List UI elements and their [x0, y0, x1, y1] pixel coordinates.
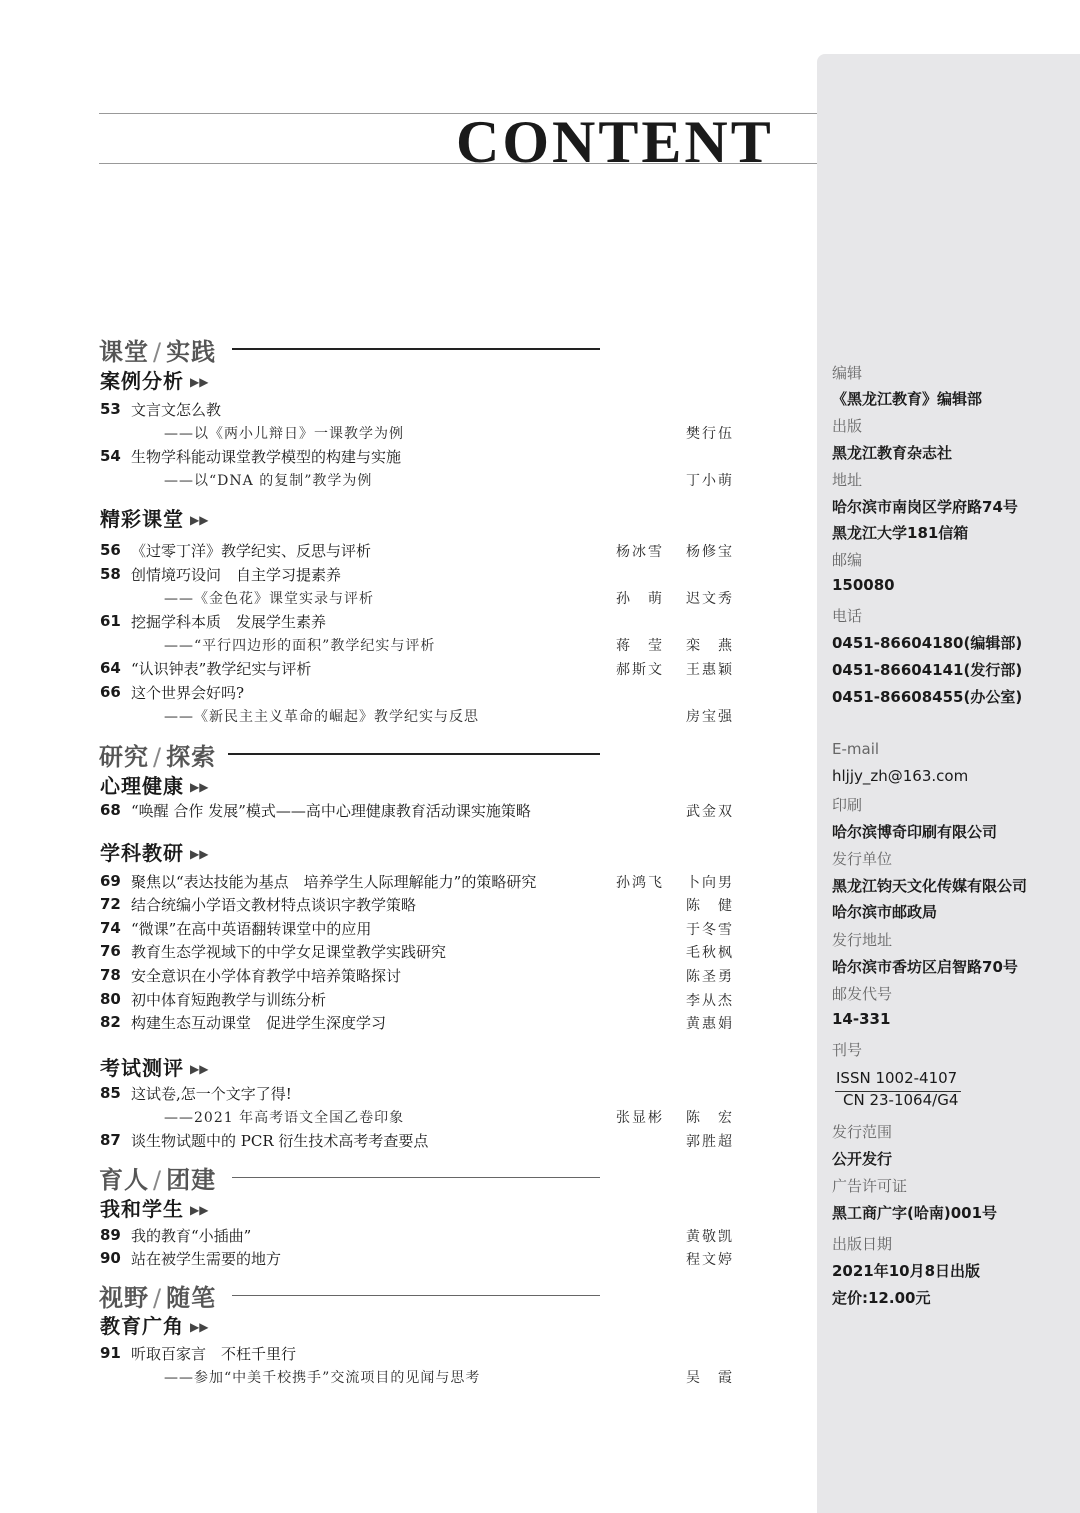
article-page: 78	[100, 966, 121, 984]
masthead-label-postcode: 邮编	[832, 551, 863, 569]
article-author: 郭胜超	[686, 1134, 734, 1150]
masthead-value-ad-license: 黑工商广字(哈南)001号	[832, 1204, 998, 1222]
masthead-value-postcode: 150080	[832, 576, 895, 594]
category-name: 育人	[99, 1166, 149, 1194]
masthead-label-dist-address: 发行地址	[832, 931, 893, 949]
article-author: 杨冰雪	[616, 544, 664, 560]
category-rule	[232, 1295, 600, 1296]
masthead-label-email: E-mail	[832, 740, 880, 758]
masthead-label-ad-license: 广告许可证	[832, 1177, 908, 1195]
article-author: 武金双	[686, 804, 734, 820]
article-author: 吴 霞	[686, 1370, 734, 1386]
subsection-name: 案例分析	[100, 369, 184, 393]
article-page: 58	[100, 565, 121, 583]
double-arrow-icon: ▶▶	[190, 1320, 209, 1334]
masthead-label-pub-date: 出版日期	[832, 1235, 893, 1253]
article-author: 陈圣勇	[686, 969, 734, 985]
article-subtitle: ——《金色花》课堂实录与评析	[164, 591, 374, 607]
article-author: 毛秋枫	[686, 945, 734, 961]
article-title[interactable]: 文言文怎么教	[131, 401, 222, 419]
article-author: 程文婷	[686, 1252, 734, 1268]
masthead-value-issn: ISSN 1002-4107	[836, 1069, 958, 1087]
category-slash: /	[153, 338, 163, 366]
masthead-value-postal-code: 14-331	[832, 1010, 891, 1028]
double-arrow-icon: ▶▶	[190, 1203, 209, 1217]
article-subtitle: ——以《两小儿辩日》一课教学为例	[164, 426, 404, 442]
article-author: 孙 萌	[616, 591, 664, 607]
article-author: 丁小萌	[686, 473, 734, 489]
category-slash: /	[153, 1166, 163, 1194]
masthead-label-postal-code: 邮发代号	[832, 985, 893, 1003]
article-author: 迟文秀	[686, 591, 734, 607]
article-title[interactable]: “认识钟表”教学纪实与评析	[131, 660, 312, 678]
double-arrow-icon: ▶▶	[190, 847, 209, 861]
article-title[interactable]: 生物学科能动课堂教学模型的构建与实施	[131, 448, 402, 466]
masthead-value-address: 哈尔滨市南岗区学府路74号	[832, 498, 1018, 516]
masthead-value-address-2: 黑龙江大学181信箱	[832, 524, 969, 542]
subsection-heading	[100, 503, 208, 532]
article-page: 74	[100, 919, 121, 937]
article-title[interactable]: 我的教育“小插曲”	[131, 1227, 252, 1245]
article-page: 89	[100, 1226, 121, 1244]
article-author: 黄惠娟	[686, 1016, 734, 1032]
masthead-value-cn: CN 23-1064/G4	[843, 1091, 959, 1109]
article-title[interactable]: 教育生态学视域下的中学女足课堂教学实践研究	[131, 943, 447, 961]
category-name: 实践	[166, 338, 217, 366]
article-title[interactable]: “唤醒 合作 发展”模式——高中心理健康教育活动课实施策略	[131, 802, 531, 820]
subsection-heading	[100, 1310, 208, 1339]
subsection-name: 教育广角	[100, 1314, 184, 1338]
article-page: 56	[100, 541, 121, 559]
article-page: 82	[100, 1013, 121, 1031]
subsection-name: 学科教研	[100, 841, 184, 865]
article-author: 房宝强	[686, 709, 734, 725]
masthead-label-phone: 电话	[832, 607, 863, 625]
category-heading	[99, 1160, 216, 1195]
article-author: 张显彬	[616, 1110, 664, 1126]
article-title[interactable]: 站在被学生需要的地方	[131, 1250, 282, 1268]
article-page: 69	[100, 872, 121, 890]
masthead-label-issn: 刊号	[832, 1041, 863, 1059]
article-title[interactable]: 结合统编小学语文教材特点谈识字教学策略	[131, 896, 417, 914]
double-arrow-icon: ▶▶	[190, 780, 209, 794]
masthead-value-price: 定价:12.00元	[832, 1289, 931, 1307]
article-page: 66	[100, 683, 121, 701]
article-page: 72	[100, 895, 121, 913]
article-title[interactable]: 《过零丁洋》教学纪实、反思与评析	[131, 542, 372, 560]
article-page: 76	[100, 942, 121, 960]
page-title: CONTENT	[456, 109, 774, 175]
subsection-name: 我和学生	[100, 1197, 184, 1221]
double-arrow-icon: ▶▶	[190, 1062, 209, 1076]
article-author: 王惠颖	[686, 662, 734, 678]
masthead-label-editor: 编辑	[832, 364, 863, 382]
article-page: 80	[100, 990, 121, 1008]
article-author: 黄敬凯	[686, 1229, 734, 1245]
article-author: 孙鸿飞	[616, 875, 664, 891]
article-page: 61	[100, 612, 121, 630]
article-title[interactable]: 创情境巧设问 自主学习提素养	[131, 566, 342, 584]
category-rule	[232, 348, 600, 350]
subsection-heading	[100, 837, 208, 866]
article-title[interactable]: 这个世界会好吗?	[131, 684, 245, 702]
masthead-label-printer: 印刷	[832, 796, 863, 814]
article-title[interactable]: 安全意识在小学体育教学中培养策略探讨	[131, 967, 402, 985]
article-author: 蒋 莹	[616, 638, 664, 654]
double-arrow-icon: ▶▶	[190, 375, 209, 389]
category-rule	[228, 753, 600, 755]
article-author: 于冬雪	[686, 922, 734, 938]
article-page: 87	[100, 1131, 121, 1149]
category-heading	[99, 332, 216, 367]
article-page: 64	[100, 659, 121, 677]
masthead-value-editor: 《黑龙江教育》编辑部	[832, 390, 983, 408]
category-name: 探索	[166, 743, 217, 771]
article-author: 李从杰	[686, 993, 734, 1009]
article-author: 卜向男	[686, 875, 734, 891]
masthead-value-publisher: 黑龙江教育杂志社	[832, 444, 953, 462]
masthead-value-printer: 哈尔滨博奇印刷有限公司	[832, 823, 998, 841]
subsection-heading	[100, 770, 208, 799]
article-title[interactable]: 听取百家言 不枉千里行	[131, 1345, 297, 1363]
article-page: 85	[100, 1084, 121, 1102]
article-title[interactable]: 初中体育短跑教学与训练分析	[131, 991, 327, 1009]
masthead-value-pub-date: 2021年10月8日出版	[832, 1262, 981, 1280]
masthead-label-publisher: 出版	[832, 417, 863, 435]
article-author: 郝斯文	[616, 662, 664, 678]
masthead-value-email: hljjy_zh@163.com	[832, 767, 969, 785]
article-page: 53	[100, 400, 121, 418]
article-title[interactable]: 谈生物试题中的 PCR 衍生技术高考考查要点	[131, 1132, 429, 1150]
category-rule	[232, 1177, 600, 1178]
article-author: 栾 燕	[686, 638, 734, 654]
subsection-name: 心理健康	[100, 774, 184, 798]
masthead-label-address: 地址	[832, 471, 863, 489]
category-name: 视野	[99, 1284, 149, 1312]
category-heading	[99, 1278, 216, 1313]
masthead-value-phone-1: 0451-86604180(编辑部)	[832, 634, 1023, 652]
category-slash: /	[153, 743, 163, 771]
masthead-label-distributor: 发行单位	[832, 850, 893, 868]
double-arrow-icon: ▶▶	[190, 513, 209, 527]
subsection-heading	[100, 1193, 208, 1222]
category-slash: /	[153, 1284, 163, 1312]
article-author: 陈 宏	[686, 1110, 734, 1126]
article-subtitle: ——《新民主主义革命的崛起》教学纪实与反思	[164, 709, 479, 725]
subsection-name: 精彩课堂	[100, 507, 184, 531]
article-author: 陈 健	[686, 898, 734, 914]
masthead-value-phone-2: 0451-86604141(发行部)	[832, 661, 1023, 679]
article-subtitle: ——以“DNA 的复制”教学为例	[164, 473, 373, 489]
category-name: 研究	[99, 743, 149, 771]
article-title[interactable]: 构建生态互动课堂 促进学生深度学习	[131, 1014, 387, 1032]
category-name: 团建	[166, 1166, 217, 1194]
category-name: 课堂	[99, 338, 149, 366]
article-page: 91	[100, 1344, 121, 1362]
article-page: 90	[100, 1249, 121, 1267]
masthead-value-distributor-1: 黑龙江钧天文化传媒有限公司	[832, 877, 1028, 895]
article-title[interactable]: “微课”在高中英语翻转课堂中的应用	[131, 920, 372, 938]
subsection-name: 考试测评	[100, 1056, 184, 1080]
article-subtitle: ——“平行四边形的面积”教学纪实与评析	[164, 638, 436, 654]
article-page: 68	[100, 801, 121, 819]
article-author: 樊行伍	[686, 426, 734, 442]
article-page: 54	[100, 447, 121, 465]
masthead-value-distributor-2: 哈尔滨市邮政局	[832, 903, 938, 921]
category-heading	[99, 737, 216, 772]
subsection-heading	[100, 1052, 208, 1081]
masthead-value-phone-3: 0451-86608455(办公室)	[832, 688, 1023, 706]
article-subtitle: ——2021 年高考语文全国乙卷印象	[164, 1110, 405, 1126]
subsection-heading	[100, 365, 208, 394]
article-title[interactable]: 聚焦以“表达技能为基点 培养学生人际理解能力”的策略研究	[131, 873, 537, 891]
article-author: 杨修宝	[686, 544, 734, 560]
masthead-label-scope: 发行范围	[832, 1123, 893, 1141]
article-title[interactable]: 挖掘学科本质 发展学生素养	[131, 613, 327, 631]
masthead-value-scope: 公开发行	[832, 1150, 893, 1168]
article-title[interactable]: 这试卷,怎一个文字了得!	[131, 1085, 292, 1103]
masthead-value-dist-address: 哈尔滨市香坊区启智路70号	[832, 958, 1018, 976]
category-name: 随笔	[166, 1284, 217, 1312]
article-subtitle: ——参加“中美千校携手”交流项目的见闻与思考	[164, 1370, 481, 1386]
